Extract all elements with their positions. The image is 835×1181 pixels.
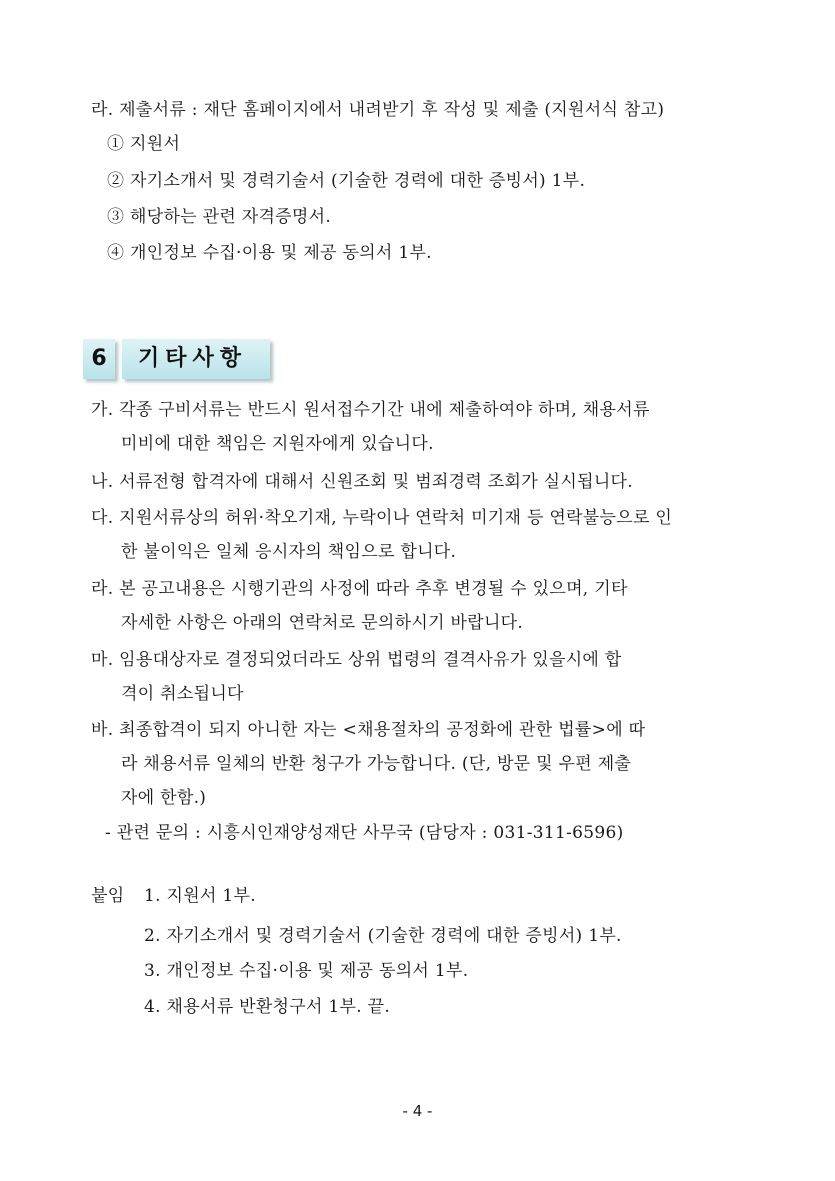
paragraph-ba-line1: 바. 최종합격이 되지 아니한 자는 <채용절차의 공정화에 관한 법률>에 따 [91,720,646,740]
attachment-item-4: 4. 채용서류 반환청구서 1부. 끝. [144,997,391,1017]
paragraph-ba-line3: 자에 한함.) [121,788,207,808]
page-number: - 4 - [402,1102,433,1120]
section-title: 기타사항 [122,339,270,379]
submission-item-1: ① 지원서 [107,134,181,154]
paragraph-ba-line2: 라 채용서류 일체의 반환 청구가 가능합니다. (단, 방문 및 우편 제출 [121,754,632,774]
submission-item-2: ② 자기소개서 및 경력기술서 (기술한 경력에 대한 증빙서) 1부. [107,171,586,191]
attachment-item-1: 1. 지원서 1부. [144,886,256,906]
paragraph-ga-line2: 미비에 대한 책임은 지원자에게 있습니다. [121,434,434,454]
attachment-item-2: 2. 자기소개서 및 경력기술서 (기술한 경력에 대한 증빙서) 1부. [144,926,622,946]
paragraph-ra-line1: 라. 본 공고내용은 시행기관의 사정에 따라 추후 변경될 수 있으며, 기타 [91,579,628,599]
paragraph-ra-line2: 자세한 사항은 아래의 연락처로 문의하시기 바랍니다. [121,613,524,633]
submission-docs-line: 라. 제출서류 : 재단 홈페이지에서 내려받기 후 작성 및 제출 (지원서식 참고) [91,100,665,120]
contact-line: - 관련 문의 : 시흥시인재양성재단 사무국 (담당자 : 031-311-6596) [105,823,624,843]
submission-item-4: ④ 개인정보 수집·이용 및 제공 동의서 1부. [107,243,432,263]
paragraph-ma-line2: 격이 취소됩니다 [121,684,244,704]
attachment-item-3: 3. 개인정보 수집·이용 및 제공 동의서 1부. [144,961,469,981]
paragraph-da-line2: 한 불이익은 일체 응시자의 책임으로 합니다. [121,542,457,562]
paragraph-na: 나. 서류전형 합격자에 대해서 신원조회 및 범죄경력 조회가 실시됩니다. [91,472,633,492]
paragraph-ga-line1: 가. 각종 구비서류는 반드시 원서접수기간 내에 제출하여야 하며, 채용서류 [91,400,650,420]
paragraph-ma-line1: 마. 임용대상자로 결정되었더라도 상위 법령의 결격사유가 있을시에 합 [91,650,622,670]
paragraph-da-line1: 다. 지원서류상의 허위·착오기재, 누락이나 연락처 미기재 등 연락불능으로 인 [91,508,673,528]
submission-item-3: ③ 해당하는 관련 자격증명서. [107,207,332,227]
section-number-badge: 6 [83,339,115,379]
attachments-label: 붙임 [91,886,125,906]
